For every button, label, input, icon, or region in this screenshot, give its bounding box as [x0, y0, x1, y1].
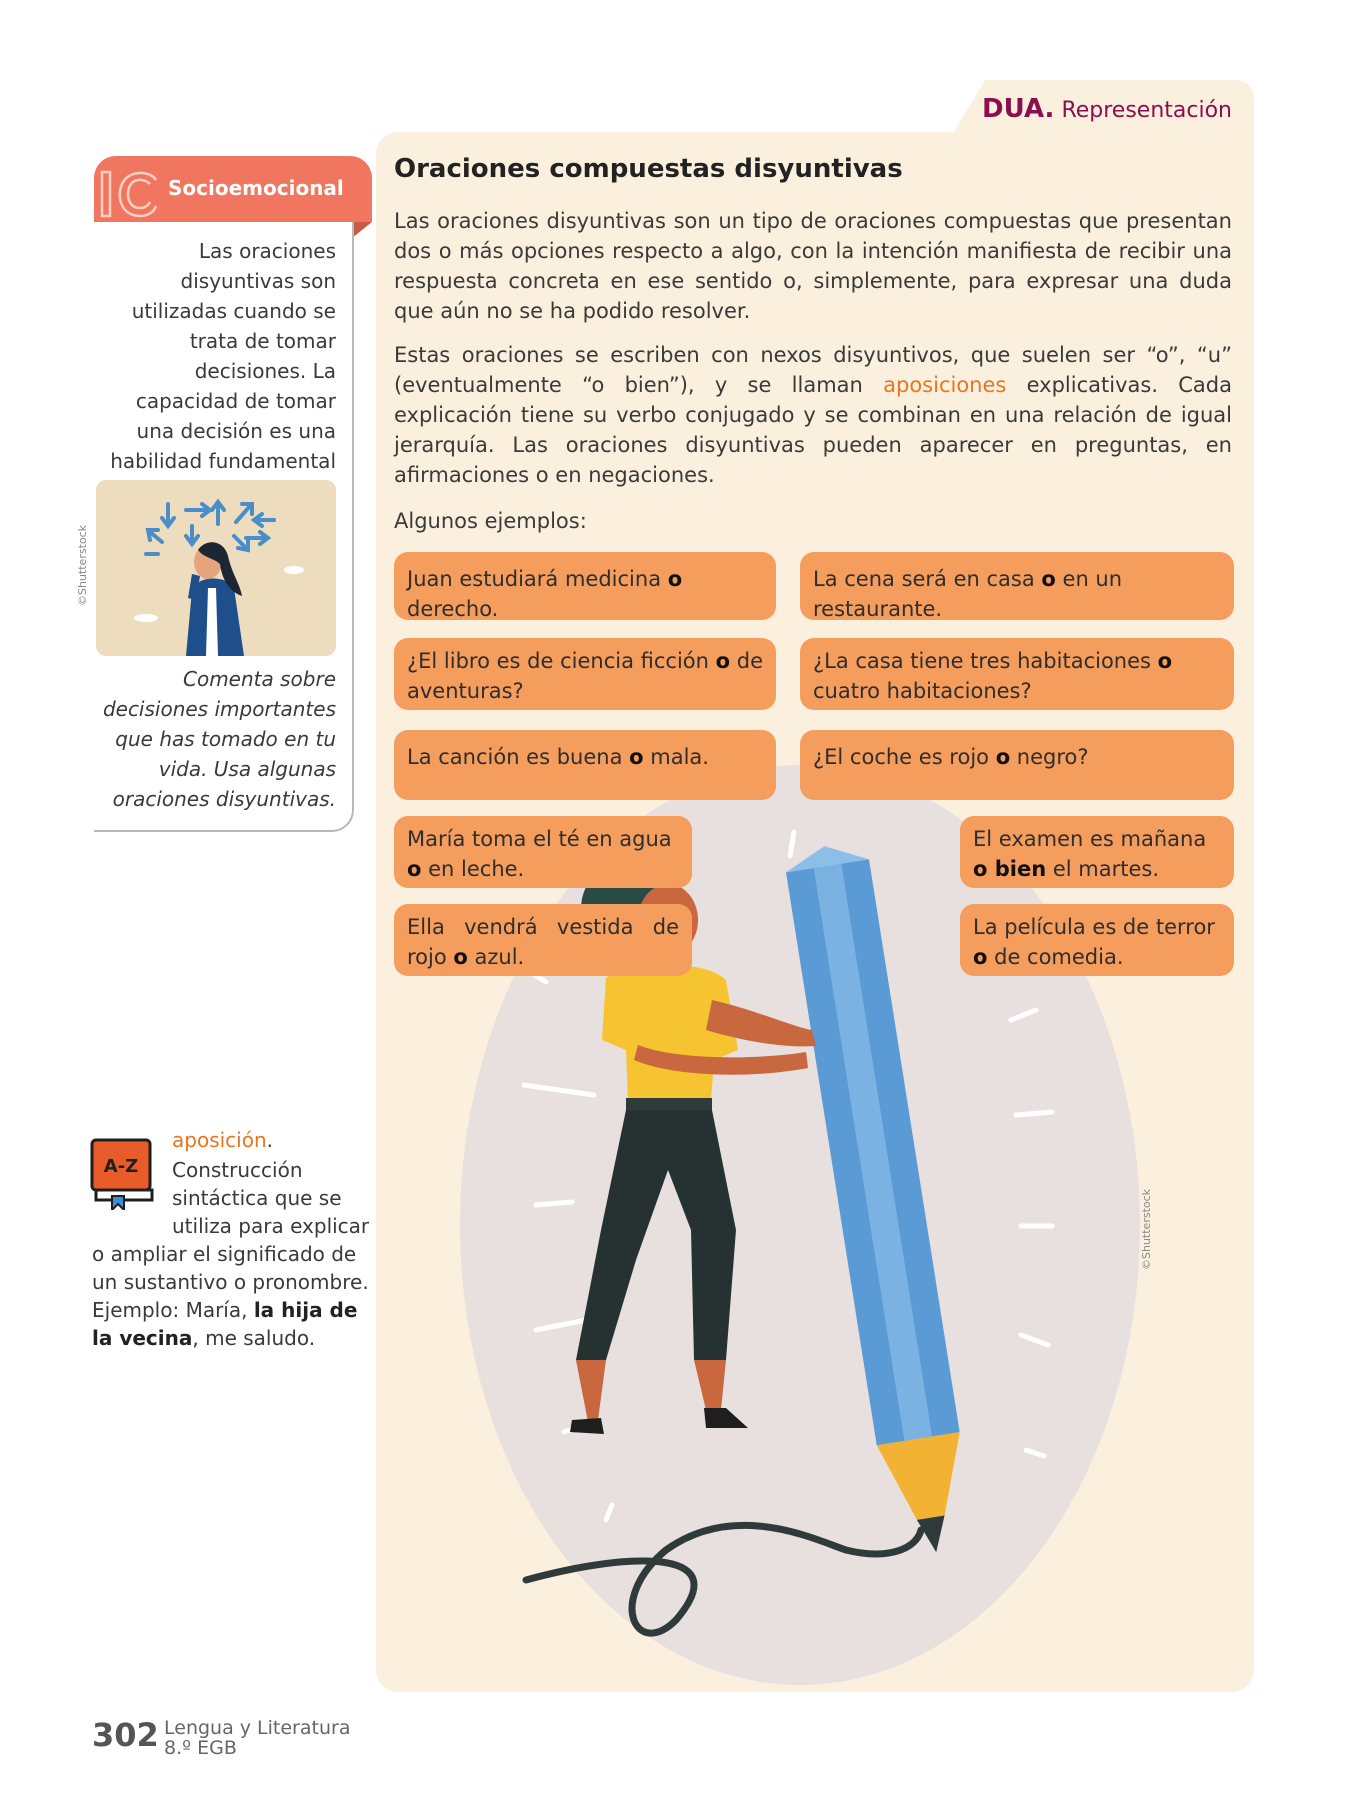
sidebar-image-credit: ©Shutterstock [76, 524, 89, 606]
illustration-credit: ©Shutterstock [1140, 1188, 1153, 1270]
example-box: La cena será en casa o en un restaurante. [800, 552, 1234, 620]
header-fold [352, 222, 372, 238]
dua-label: Representación [1061, 98, 1232, 123]
example-box: ¿La casa tiene tres habitaciones o cuatro habitaciones? [800, 638, 1234, 710]
example-box: María toma el té en agua o en leche. [394, 816, 692, 888]
glossary-term: aposición. [172, 1128, 273, 1152]
examples-intro: Algunos ejemplos: [394, 509, 587, 533]
aposiciones-link[interactable]: aposiciones [883, 373, 1007, 397]
section-title: Oraciones compuestas disyuntivas [394, 154, 903, 184]
dua-heading [982, 94, 1232, 124]
dua-prefix: DUA. [982, 94, 1055, 124]
paragraph-nexos: Estas oraciones se escriben con nexos disyuntivos, que suelen ser “o”, “u” (eventualmente “o bien”), y se llaman aposiciones explicativas. Cada explicación tiene su verbo conjugado y se combinan en una relación de igual jerarquía. Las oraciones disyuntivas pueden aparecer en preguntas, en afirmaciones o en negaciones. [394, 343, 1232, 487]
socioemocional-text: Las oraciones disyuntivas son utilizadas cuando se trata de tomar decisiones. La capacidad de tomar una decisión es una habilidad fundamental [110, 239, 336, 473]
example-box: Juan estudiará medicina o derecho. [394, 552, 776, 620]
glossary-definition: Construcción sintáctica que se utiliza para explicar o ampliar el significado de un sustantivo o pronombre. Ejemplo: María, la hija de la vecina, me saludo. [92, 1158, 370, 1350]
decision-illustration [96, 480, 336, 656]
svg-text:A-Z: A-Z [103, 1156, 139, 1177]
woman-with-pencil-illustration [376, 760, 1254, 1690]
paragraph-intro: Las oraciones disyuntivas son un tipo de oraciones compuestas que presentan dos o más opciones respecto a algo, con la intención manifiesta de recibir una respuesta concreta en ese sentido o, simplemente, para expresar una duda que aún no se ha podido resolver. [394, 209, 1232, 323]
example-box: Ella vendrá vestida de rojo o azul. [394, 904, 692, 976]
socioemocional-label: Socioemocional [168, 176, 344, 200]
example-box: La película es de terror o de comedia. [960, 904, 1234, 976]
example-box: ¿El coche es rojo o negro? [800, 730, 1234, 800]
example-box: El examen es mañana o bien el martes. [960, 816, 1234, 888]
footer-subject: Lengua y Literatura 8.º EGB [164, 1717, 351, 1759]
socioemocional-caption: Comenta sobre decisiones importantes que has tomado en tu vida. Usa algunas oraciones disyuntivas. [102, 667, 336, 811]
page-number: 302 [92, 1716, 159, 1754]
example-box: La canción es buena o mala. [394, 730, 776, 800]
example-box: ¿El libro es de ciencia ficción o de aventuras? [394, 638, 776, 710]
ic-badge-icon [98, 166, 162, 222]
